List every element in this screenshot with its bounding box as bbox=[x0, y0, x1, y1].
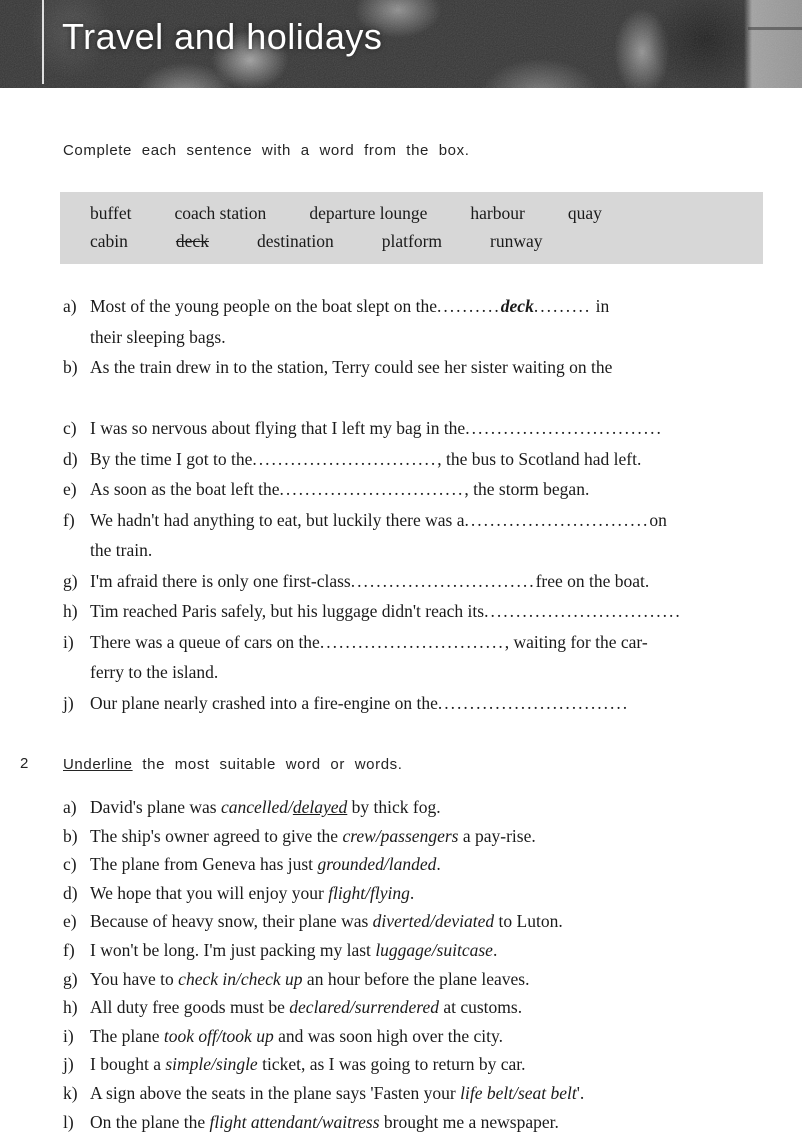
item-label: j) bbox=[63, 692, 74, 713]
item-sentence bbox=[90, 352, 762, 413]
sentence-text: I won't be long. I'm just packing my last bbox=[90, 939, 376, 960]
exercise2-list bbox=[63, 793, 762, 1136]
sentence-text: You have to bbox=[90, 968, 179, 989]
word-box-word: destination bbox=[256, 231, 334, 251]
item-label: g) bbox=[63, 570, 78, 591]
sentence-text: their sleeping bags. bbox=[90, 326, 226, 347]
word-box-word-used: deck bbox=[175, 231, 209, 251]
choice-words: crew/passengers bbox=[342, 825, 459, 846]
sentence-text: A sign above the seats in the plane says 'Fasten your bbox=[90, 1082, 461, 1103]
sentence-text: We hope that you will enjoy your bbox=[90, 882, 329, 903]
exercise-item bbox=[63, 596, 762, 627]
choice-words: flight attendant/waitress bbox=[209, 1111, 380, 1132]
answer-blank: ............................. bbox=[350, 570, 536, 591]
sentence-text bbox=[90, 388, 94, 408]
answer-blank: ............................... bbox=[484, 601, 682, 621]
answer-blank: ............................. bbox=[319, 631, 505, 652]
word-box-word: runway bbox=[490, 231, 543, 251]
sentence-text: . bbox=[436, 854, 441, 875]
exercise2-instruction-keyword: Underline bbox=[63, 756, 133, 773]
item-sentence bbox=[90, 993, 762, 1022]
item-sentence bbox=[90, 688, 762, 719]
sentence-text: in bbox=[591, 296, 610, 316]
item-label: i) bbox=[63, 631, 74, 652]
sentence-text: As soon as the boat left the bbox=[90, 479, 280, 499]
item-label: h) bbox=[63, 997, 78, 1018]
item-sentence bbox=[90, 1108, 762, 1136]
item-label: b) bbox=[63, 357, 78, 377]
item-label: d) bbox=[63, 882, 78, 903]
word-box-word: harbour bbox=[470, 203, 525, 223]
exercise-item bbox=[63, 822, 762, 851]
item-label: e) bbox=[63, 479, 77, 499]
header-rule bbox=[42, 0, 44, 84]
choice-words: life belt/seat belt bbox=[460, 1082, 577, 1103]
sentence-text: '. bbox=[576, 1082, 585, 1103]
exercise-item bbox=[63, 474, 762, 505]
item-sentence bbox=[90, 627, 762, 688]
item-label: c) bbox=[63, 854, 77, 875]
exercise1-list bbox=[63, 291, 762, 718]
item-sentence bbox=[90, 1079, 762, 1108]
answer-blank: .............................. bbox=[437, 692, 630, 713]
sentence-text: Tim reached Paris safely, but his luggage didn't reach its bbox=[90, 601, 485, 621]
exercise-item bbox=[63, 1108, 762, 1136]
exercise2-header bbox=[20, 755, 762, 775]
exercise-item bbox=[63, 1079, 762, 1108]
answer-blank: ............................. bbox=[464, 509, 650, 530]
exercise-item bbox=[63, 505, 762, 566]
exercise-item bbox=[63, 627, 762, 688]
sentence-text: Because of heavy snow, their plane was bbox=[90, 911, 373, 932]
choice-words: flight/flying bbox=[328, 882, 410, 903]
sentence-text: . bbox=[409, 882, 415, 903]
choice-words: simple/single bbox=[165, 1054, 258, 1075]
word-box-word: quay bbox=[567, 203, 602, 223]
exercise-item bbox=[63, 413, 762, 444]
item-sentence bbox=[90, 907, 762, 936]
choice-words: cancelled/ bbox=[220, 797, 293, 817]
sentence-text: , waiting for the car- bbox=[504, 631, 648, 652]
item-sentence bbox=[90, 596, 762, 627]
item-label: e) bbox=[63, 911, 77, 932]
sentence-text: The plane from Geneva has just bbox=[90, 854, 318, 875]
sentence-text: ticket, as I was going to return by car. bbox=[257, 1054, 526, 1075]
item-label: l) bbox=[63, 1111, 74, 1132]
sentence-text: The ship's owner agreed to give the bbox=[90, 825, 343, 846]
choice-words: check in/check up bbox=[178, 968, 303, 989]
sentence-text: The plane bbox=[90, 1025, 164, 1046]
item-sentence bbox=[90, 822, 762, 851]
item-sentence bbox=[90, 291, 762, 352]
item-sentence bbox=[90, 444, 762, 475]
page-title: Travel and holidays bbox=[62, 16, 383, 57]
word-box-word: platform bbox=[381, 231, 443, 251]
item-sentence bbox=[90, 474, 762, 505]
item-sentence bbox=[90, 965, 762, 994]
word-box-row bbox=[90, 227, 763, 255]
sentence-text: Most of the young people on the boat slept on the bbox=[90, 296, 438, 316]
sentence-text: to Luton. bbox=[494, 911, 563, 932]
sentence-text: by thick fog. bbox=[347, 797, 441, 817]
sentence-text: at customs. bbox=[438, 997, 523, 1018]
answer-blank: ............................... bbox=[465, 418, 663, 438]
item-sentence bbox=[90, 793, 762, 822]
sentence-text: I'm afraid there is only one first-class bbox=[90, 570, 351, 591]
item-label: b) bbox=[63, 825, 78, 846]
item-label: f) bbox=[63, 509, 75, 530]
exercise-item bbox=[63, 291, 762, 352]
item-sentence bbox=[90, 850, 762, 879]
exercise-item bbox=[63, 1022, 762, 1051]
exercise-item bbox=[63, 793, 762, 822]
choice-words-underlined: delayed bbox=[292, 797, 348, 817]
exercise-item bbox=[63, 444, 762, 475]
item-label: g) bbox=[63, 968, 78, 989]
choice-words: grounded/landed bbox=[317, 854, 437, 875]
exercise-item bbox=[63, 965, 762, 994]
sentence-text: an hour before the plane leaves. bbox=[302, 968, 530, 989]
sentence-text: ferry to the island. bbox=[90, 662, 219, 682]
sentence-text: a pay-rise. bbox=[458, 825, 536, 846]
sentence-text: By the time I got to the bbox=[90, 448, 253, 469]
sentence-text: . bbox=[492, 939, 498, 960]
item-sentence bbox=[90, 505, 762, 566]
answer-blank: ............................. bbox=[252, 448, 438, 469]
item-sentence bbox=[90, 413, 762, 444]
item-sentence bbox=[90, 1050, 762, 1079]
sentence-text: , the storm began. bbox=[464, 479, 590, 499]
item-label: f) bbox=[63, 939, 75, 960]
word-box-word: cabin bbox=[90, 231, 128, 251]
choice-words: luggage/suitcase bbox=[375, 939, 493, 960]
answer-blank: .......... bbox=[437, 296, 501, 316]
answer-blank: ......... bbox=[533, 296, 592, 316]
answer-blank: ............................. bbox=[279, 479, 465, 499]
sentence-text: and was soon high over the city. bbox=[273, 1025, 503, 1046]
sentence-text: We hadn't had anything to eat, but luckily there was a bbox=[90, 509, 465, 530]
word-box bbox=[60, 192, 763, 264]
example-answer: deck bbox=[500, 296, 534, 316]
sentence-text: There was a queue of cars on the bbox=[90, 631, 320, 652]
item-label: k) bbox=[63, 1082, 78, 1103]
item-label: h) bbox=[63, 601, 78, 621]
exercise-item bbox=[63, 1050, 762, 1079]
sentence-text: on bbox=[649, 509, 667, 530]
sentence-text: free on the boat. bbox=[535, 570, 650, 591]
exercise-item bbox=[63, 688, 762, 719]
word-box-word: buffet bbox=[90, 203, 132, 223]
exercise2-instruction bbox=[63, 755, 403, 775]
sentence-text: As the train drew in to the station, Terry could see her sister waiting on the bbox=[90, 357, 613, 377]
item-label: a) bbox=[63, 797, 77, 817]
exercise1-instruction: Complete each sentence with a word from the box. bbox=[63, 142, 470, 159]
word-box-row bbox=[90, 199, 763, 227]
exercise-item bbox=[63, 850, 762, 879]
sentence-text: the train. bbox=[90, 540, 153, 560]
item-label: a) bbox=[63, 296, 77, 316]
choice-words: diverted/deviated bbox=[372, 911, 495, 932]
exercise2-number: 2 bbox=[20, 755, 29, 772]
sentence-text: All duty free goods must be bbox=[90, 997, 290, 1018]
sentence-text: Our plane nearly crashed into a fire-engine on the bbox=[90, 692, 438, 713]
exercise-item bbox=[63, 352, 762, 413]
item-label: c) bbox=[63, 418, 77, 438]
exercise-item bbox=[63, 936, 762, 965]
page-content bbox=[0, 141, 802, 1136]
sentence-text: I bought a bbox=[90, 1054, 166, 1075]
exercise-item bbox=[63, 566, 762, 597]
item-label: i) bbox=[63, 1025, 74, 1046]
sentence-text: brought me a newspaper. bbox=[379, 1111, 559, 1132]
choice-words: took off/took up bbox=[163, 1025, 274, 1046]
sentence-text: On the plane the bbox=[90, 1111, 210, 1132]
item-label: d) bbox=[63, 448, 78, 469]
exercise2-instruction-rest: the most suitable word or words. bbox=[132, 756, 403, 773]
word-box-word: departure lounge bbox=[309, 203, 428, 223]
item-sentence bbox=[90, 936, 762, 965]
choice-words: declared/surrendered bbox=[289, 997, 439, 1018]
word-box-word: coach station bbox=[174, 203, 267, 223]
exercise-item bbox=[63, 879, 762, 908]
item-sentence bbox=[90, 879, 762, 908]
sentence-text: , the bus to Scotland had left. bbox=[437, 448, 642, 469]
item-sentence bbox=[90, 1022, 762, 1051]
sentence-text: I was so nervous about flying that I left my bag in the bbox=[90, 418, 466, 438]
item-sentence bbox=[90, 566, 762, 597]
exercise-item bbox=[63, 907, 762, 936]
item-label: j) bbox=[63, 1054, 74, 1075]
exercise-item bbox=[63, 993, 762, 1022]
sentence-text: David's plane was bbox=[90, 797, 221, 817]
unit-header-photo bbox=[0, 0, 802, 88]
